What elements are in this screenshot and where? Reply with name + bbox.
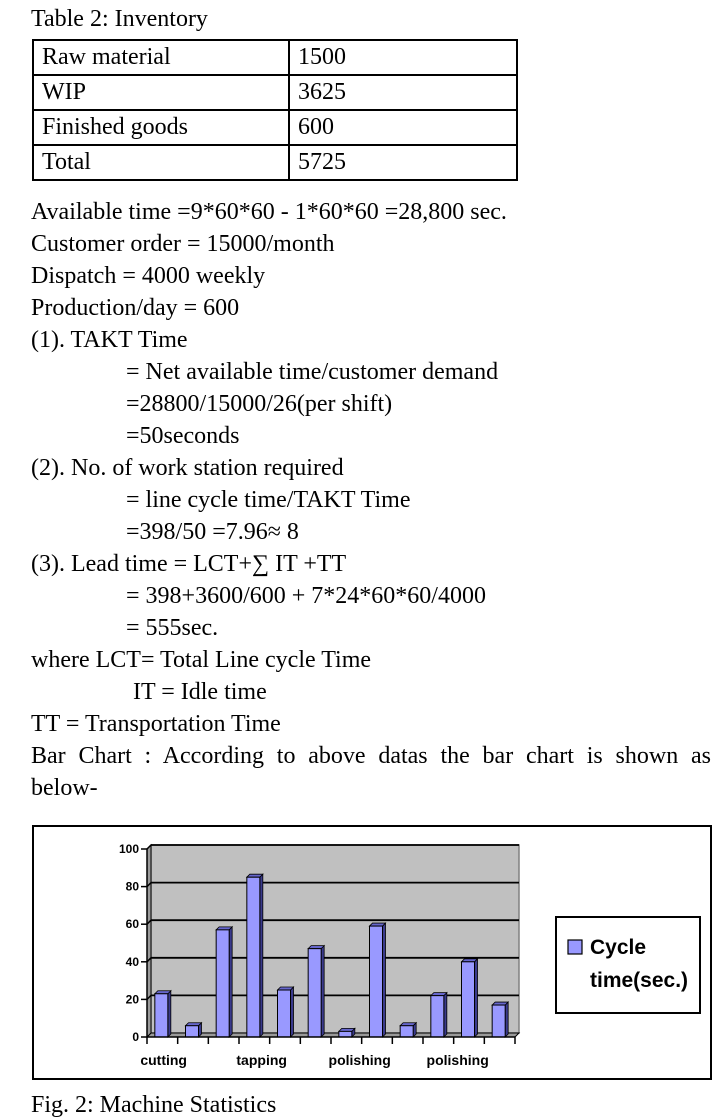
table-row xyxy=(33,110,517,145)
legend-label-line-2: time(sec.) xyxy=(590,969,689,992)
bar-front xyxy=(278,990,291,1037)
bar-front xyxy=(186,1026,199,1037)
legend-box xyxy=(556,917,700,1013)
bar-front xyxy=(339,1031,352,1037)
bar-chart-intro-line-1: Bar Chart : According to above datas the bar chart is shown as xyxy=(31,743,711,769)
available-time-line: Available time =9*60*60 - 1*60*60 =28,800 sec. xyxy=(31,199,507,225)
bar-chart-intro-line-2: below- xyxy=(31,775,98,801)
takt-formula-2: =28800/15000/26(per shift) xyxy=(126,391,393,417)
takt-heading: (1). TAKT Time xyxy=(31,327,188,353)
y-tick-label: 40 xyxy=(125,954,139,969)
bar-front xyxy=(155,994,168,1037)
table-caption: Table 2: Inventory xyxy=(31,6,208,32)
table-cell-label: Total xyxy=(33,145,289,180)
workstation-formula-2: =398/50 =7.96≈ 8 xyxy=(126,519,299,545)
bar xyxy=(431,993,447,1037)
customer-order-line: Customer order = 15000/month xyxy=(31,231,335,257)
y-tick-label: 100 xyxy=(118,842,139,856)
bar xyxy=(462,959,478,1037)
table-row xyxy=(33,40,517,75)
legend-label-line-1: Cycle xyxy=(590,936,647,959)
table-cell-label: WIP xyxy=(33,75,289,110)
bar-front xyxy=(247,877,260,1037)
bar-chart xyxy=(34,827,710,1078)
legend-swatch xyxy=(568,940,582,954)
chart-frame xyxy=(32,825,712,1080)
workstation-heading: (2). No. of work station required xyxy=(31,455,344,481)
bar xyxy=(308,946,324,1037)
bar xyxy=(278,987,294,1037)
takt-formula-1: = Net available time/customer demand xyxy=(126,359,499,385)
table-row xyxy=(33,75,517,110)
x-tick-label: polishing xyxy=(328,1052,391,1068)
table-cell-value: 1500 xyxy=(289,40,517,75)
table-row xyxy=(33,145,517,180)
bar xyxy=(247,874,263,1037)
bar xyxy=(400,1023,416,1037)
lead-time-formula-2: = 555sec. xyxy=(126,615,219,641)
where-lct-line: where LCT= Total Line cycle Time xyxy=(31,647,372,673)
production-line: Production/day = 600 xyxy=(31,295,240,321)
x-tick-label: tapping xyxy=(236,1052,287,1068)
bar xyxy=(186,1023,202,1037)
lead-time-formula-1: = 398+3600/600 + 7*24*60*60/4000 xyxy=(126,583,486,609)
figure-caption: Fig. 2: Machine Statistics xyxy=(31,1092,277,1118)
workstation-formula-1: = line cycle time/TAKT Time xyxy=(126,487,411,513)
table-cell-label: Raw material xyxy=(33,40,289,75)
x-tick-label: polishing xyxy=(426,1052,489,1068)
bar-front xyxy=(462,962,475,1037)
y-tick-label: 20 xyxy=(125,992,139,1007)
bar xyxy=(492,1002,508,1037)
table-cell-value: 3625 xyxy=(289,75,517,110)
bar xyxy=(339,1028,355,1037)
where-tt-line: TT = Transportation Time xyxy=(31,711,281,737)
bar xyxy=(216,927,232,1037)
bar-front xyxy=(216,930,229,1037)
bar-front xyxy=(308,949,321,1037)
takt-formula-3: =50seconds xyxy=(126,423,240,449)
table-cell-value: 600 xyxy=(289,110,517,145)
y-tick-label: 60 xyxy=(125,917,139,932)
bar-front xyxy=(492,1005,505,1037)
bar xyxy=(155,991,171,1037)
table-cell-label: Finished goods xyxy=(33,110,289,145)
x-tick-label: cutting xyxy=(140,1052,187,1068)
bar-front xyxy=(370,926,383,1037)
bar xyxy=(370,923,386,1037)
dispatch-line: Dispatch = 4000 weekly xyxy=(31,263,266,289)
inventory-table xyxy=(32,39,518,181)
y-tick-label: 0 xyxy=(132,1030,139,1044)
table-cell-value: 5725 xyxy=(289,145,517,180)
bar-front xyxy=(400,1026,413,1037)
y-tick-label: 80 xyxy=(125,879,139,894)
where-it-line: IT = Idle time xyxy=(133,679,267,705)
lead-time-heading: (3). Lead time = LCT+∑ IT +TT xyxy=(31,551,347,577)
bar-front xyxy=(431,996,444,1037)
